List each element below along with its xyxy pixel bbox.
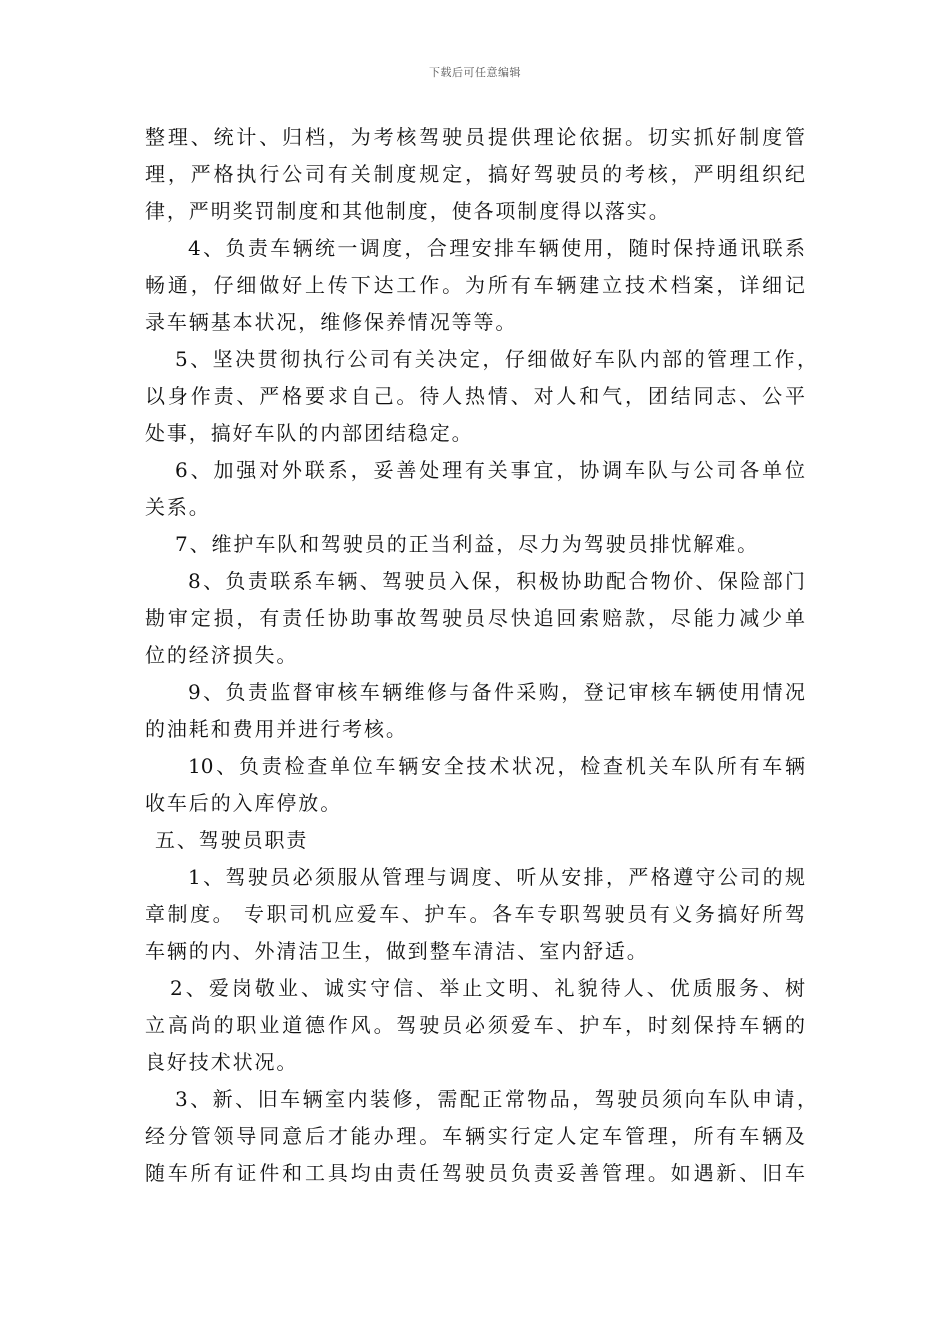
paragraph-line: 1、驾驶员必须服从管理与调度、听从安排，严格遵守公司的规	[188, 865, 805, 889]
paragraph-line: 2、爱岗敬业、诚实守信、举止文明、礼貌待人、优质服务、树	[170, 976, 805, 1000]
paragraph-line: 3、新、旧车辆室内装修，需配正常物品，驾驶员须向车队申请，	[175, 1087, 817, 1111]
paragraph-line: 整理、统计、归档，为考核驾驶员提供理论依据。切实抓好制度管	[145, 125, 805, 149]
paragraph-line: 经分管领导同意后才能办理。车辆实行定人定车管理，所有车辆及	[145, 1124, 805, 1148]
paragraph-line: 章制度。 专职司机应爱车、护车。各车专职驾驶员有义务搞好所驾	[145, 902, 805, 926]
paragraph-line: 以身作责、严格要求自己。待人热情、对人和气，团结同志、公平	[145, 384, 805, 408]
paragraph-line: 处事，搞好车队的内部团结稳定。	[145, 421, 474, 445]
paragraph-line: 的油耗和费用并进行考核。	[145, 717, 408, 741]
paragraph-line: 律，严明奖罚制度和其他制度，使各项制度得以落实。	[145, 199, 671, 223]
page-header: 下载后可任意编辑	[429, 66, 521, 79]
paragraph-line: 车辆的内、外清洁卫生，做到整车清洁、室内舒适。	[145, 939, 649, 963]
paragraph-line: 关系。	[145, 495, 211, 519]
paragraph-line: 位的经济损失。	[145, 643, 299, 667]
paragraph-line: 6、加强对外联系，妥善处理有关事宜，协调车队与公司各单位	[175, 458, 805, 482]
paragraph-line: 9、负责监督审核车辆维修与备件采购，登记审核车辆使用情况	[188, 680, 805, 704]
paragraph-line: 5、坚决贯彻执行公司有关决定，仔细做好车队内部的管理工作，	[175, 347, 817, 371]
paragraph-line: 良好技术状况。	[145, 1050, 299, 1074]
paragraph-line: 立高尚的职业道德作风。驾驶员必须爱车、护车，时刻保持车辆的	[145, 1013, 805, 1037]
paragraph-line: 收车后的入库停放。	[145, 791, 343, 815]
paragraph-line: 录车辆基本状况，维修保养情况等等。	[145, 310, 518, 334]
paragraph-line: 理，严格执行公司有关制度规定，搞好驾驶员的考核，严明组织纪	[145, 162, 805, 186]
paragraph-line: 7、维护车队和驾驶员的正当利益，尽力为驾驶员排忧解难。	[175, 532, 760, 556]
paragraph-line: 8、负责联系车辆、驾驶员入保，积极协助配合物价、保险部门	[188, 569, 805, 593]
paragraph-line: 4、负责车辆统一调度，合理安排车辆使用，随时保持通讯联系	[188, 236, 805, 260]
paragraph-line: 10、负责检查单位车辆安全技术状况，检查机关车队所有车辆	[188, 754, 805, 778]
paragraph-line: 随车所有证件和工具均由责任驾驶员负责妥善管理。如遇新、旧车	[145, 1161, 805, 1185]
paragraph-line: 勘审定损，有责任协助事故驾驶员尽快追回索赔款，尽能力减少单	[145, 606, 805, 630]
section-heading: 五、驾驶员职责	[155, 828, 309, 852]
paragraph-line: 畅通，仔细做好上传下达工作。为所有车辆建立技术档案，详细记	[145, 273, 805, 297]
